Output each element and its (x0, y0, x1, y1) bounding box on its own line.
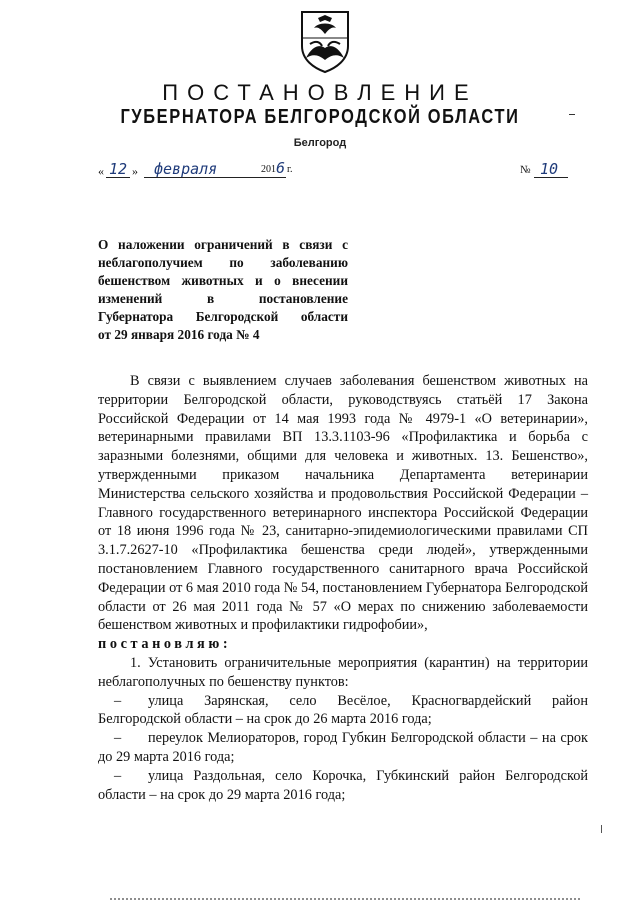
subitem-paragraph (98, 767, 588, 805)
subject-line: неблагополучием по заболеванию (98, 255, 348, 270)
document-body (98, 372, 588, 804)
subitem-text: переулок Мелиораторов, город Губкин Белгородской области – на срок до 29 марта 2016 года; (98, 730, 588, 765)
subject-line: изменений в постановление (98, 291, 348, 306)
subitem-paragraph (98, 729, 588, 767)
subitem-text: улица Зарянская, село Весёлое, Красногвардейский район Белгородской области – на срок до 26 марта 2016 года; (98, 692, 588, 728)
item-1-paragraph: 1. Установить ограничительные мероприятия (карантин) на территории неблагополучных по бешенству пунктов: (98, 654, 588, 690)
document-number: 10 (540, 160, 559, 178)
scan-edge (110, 898, 580, 902)
preamble-paragraph: В связи с выявлением случаев заболевания бешенством животных на территории Белгородской области, руководствуясь статьёй 17 Закона Российской Федерации от 14 мая 1993 года № 4979-1 «О ветеринарии», ветеринарными правилами ВП 13.3.1103-96 «Профилактика и борьба с заразными болезнями, общими для человека и животных. 13. Бешенство», утвержденными приказом начальника Департамента ветеринарии Министерства сельского хозяйства и продовольствия Российской Федерации – Главного государственного ветеринарного инспектора Российской Федерации от 18 июня 1996 года № 23, санитарно-эпидемиологическими правилами СП 3.1.7.2627-10 «Профилактика бешенства среди людей», утвержденными постановлением Главного государственного санитарного врача Российской Федерации от 6 мая 2010 года № 54, постановлением Губернатора Белгородской области от 26 мая 2011 года № 57 «О мерах по снижению заболеваемости бешенством животных и профилактики гидрофобии», (98, 373, 588, 634)
document-subject (98, 236, 348, 344)
subject-line: от 29 января 2016 года № 4 (98, 327, 260, 342)
year-abbr: г. (287, 164, 293, 175)
open-quote: « (98, 164, 104, 178)
year-suffix: 6 (276, 159, 286, 177)
date-month: февраля (154, 160, 218, 178)
number-label: № (520, 164, 531, 176)
city-name: Белгород (293, 137, 347, 149)
document-type-title: ПОСТАНОВЛЕНИЕ (162, 80, 478, 105)
subitem-paragraph (98, 692, 588, 730)
dash-marker: – (114, 730, 122, 747)
subitem-text: улица Раздольная, село Корочка, Губкинский район Белгородской области – на срок до 29 марта 2016 года; (98, 767, 588, 803)
issuer-title: ГУБЕРНАТОРА БЕЛГОРОДСКОЙ ОБЛАСТИ (120, 106, 520, 128)
subject-line: Губернатора Белгородской области (98, 309, 348, 324)
date-number-line (98, 160, 578, 180)
subject-line: бешенством животных и о внесении (98, 273, 348, 288)
scan-mark (569, 114, 575, 115)
dash-marker: – (114, 692, 122, 709)
year-prefix: 201 (261, 164, 276, 175)
date-day: 12 (109, 160, 128, 178)
dash-marker: – (114, 767, 122, 784)
scan-mark (601, 825, 602, 833)
subject-line: О наложении ограничений в связи с (98, 237, 348, 252)
belgorod-coat-of-arms-icon (298, 8, 352, 74)
close-quote: » (132, 164, 138, 178)
decree-word: постановляю: (98, 636, 232, 653)
